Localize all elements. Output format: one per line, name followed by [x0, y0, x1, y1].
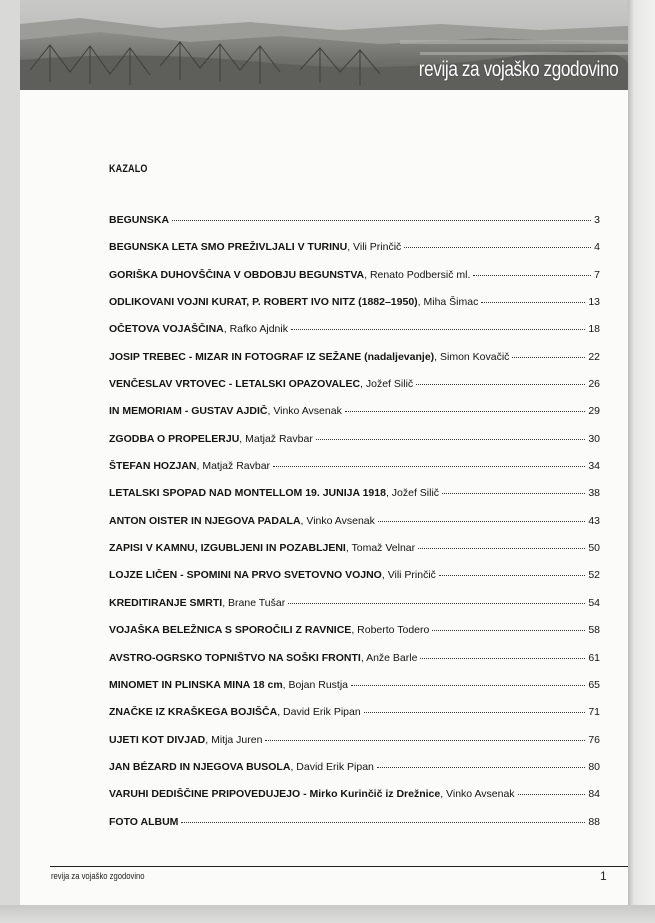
toc-entry-title: VENČESLAV VRTOVEC - LETALSKI OPAZOVALEC [109, 378, 361, 391]
toc-entry-title: GORIŠKA DUHOVŠČINA V OBDOBJU BEGUNSTVA [109, 268, 365, 281]
toc-heading: KAZALO [109, 163, 148, 175]
toc-dot-leader [473, 275, 591, 276]
toc-entry-text [109, 241, 401, 253]
toc-entry-text [109, 652, 417, 664]
toc-entry-text [109, 269, 470, 281]
toc-entry-text [109, 351, 509, 363]
toc-entry-text [109, 788, 515, 800]
toc-entry[interactable] [109, 241, 600, 268]
toc-entry-text [109, 460, 270, 472]
toc-entry-text [109, 214, 169, 226]
toc-entry-author: , Rafko Ajdnik [223, 323, 288, 336]
toc-dot-leader [351, 685, 585, 686]
toc-dot-leader [518, 794, 586, 795]
toc-entry-title: VOJAŠKA BELEŽNICA S SPOROČILI Z RAVNICE [109, 624, 352, 637]
toc-entry-page-number: 88 [588, 815, 600, 828]
toc-entry[interactable] [109, 624, 600, 651]
toc-dot-leader [416, 384, 585, 385]
toc-dot-leader [404, 247, 591, 248]
footer-magazine-title: revija za vojaško zgodovino [51, 871, 145, 881]
toc-dot-leader [439, 575, 585, 576]
toc-entry-text [109, 734, 262, 746]
toc-entry-author: , Simon Kovačič [434, 350, 510, 363]
toc-entry-text [109, 323, 288, 335]
toc-entry[interactable] [109, 734, 600, 761]
toc-dot-leader [291, 329, 585, 330]
toc-dot-leader [364, 712, 586, 713]
toc-entry-title: ZAPISI V KAMNU, IZGUBLJENI IN POZABLJENI [109, 542, 346, 555]
toc-entry-text [109, 706, 361, 718]
toc-entry[interactable] [109, 515, 600, 542]
toc-dot-leader [512, 357, 585, 358]
toc-dot-leader [172, 220, 591, 221]
toc-entry[interactable] [109, 597, 600, 624]
toc-entry-text [109, 761, 374, 773]
toc-entry-author: , Miha Šimac [417, 296, 479, 309]
toc-entry-author: , Vili Prinčič [347, 241, 402, 254]
toc-entry-page-number: 65 [588, 678, 600, 691]
toc-entry-title: ANTON OISTER IN NJEGOVA PADALA [109, 514, 301, 527]
toc-dot-leader [378, 521, 585, 522]
toc-entry-text [109, 542, 415, 554]
toc-dot-leader [377, 767, 585, 768]
toc-entry[interactable] [109, 652, 600, 679]
toc-entry[interactable] [109, 214, 600, 241]
toc-entry[interactable] [109, 378, 600, 405]
toc-entry-title: MINOMET IN PLINSKA MINA 18 cm [109, 678, 283, 691]
toc-entry-page-number: 76 [588, 733, 600, 746]
toc-entry-author: , David Erik Pipan [277, 706, 361, 719]
toc-dot-leader [418, 548, 585, 549]
toc-entry-title: FOTO ALBUM [109, 815, 179, 828]
toc-entry-text [109, 597, 285, 609]
toc-entry[interactable] [109, 816, 600, 843]
footer-page-number: 1 [600, 869, 607, 883]
toc-entry-page-number: 43 [588, 514, 600, 527]
toc-entry-author: , Matjaž Ravbar [196, 460, 271, 473]
toc-dot-leader [316, 439, 585, 440]
toc-entry-page-number: 4 [594, 241, 600, 254]
toc-entry-author: , Vinko Avsenak [300, 514, 375, 527]
toc-entry[interactable] [109, 788, 600, 815]
toc-entry-page-number: 84 [588, 788, 600, 801]
toc-entry-author: , Tomaž Velnar [345, 542, 416, 555]
toc-entry-title: LETALSKI SPOPAD NAD MONTELLOM 19. JUNIJA 1918 [109, 487, 386, 500]
toc-entry-title: JOSIP TREBEC - MIZAR IN FOTOGRAF IZ SEŽANE (nadaljevanje) [109, 350, 435, 363]
toc-entry-title: BEGUNSKA LETA SMO PREŽIVLJALI V TURINU [109, 241, 348, 254]
toc-entry-text [109, 569, 436, 581]
toc-entry[interactable] [109, 487, 600, 514]
toc-entry-author: , Vinko Avsenak [440, 788, 515, 801]
toc-entry-page-number: 54 [588, 596, 600, 609]
toc-entry-title: LOJZE LIČEN - SPOMINI NA PRVO SVETOVNO VOJNO [109, 569, 382, 582]
toc-entry-text [109, 679, 348, 691]
toc-entry-author: , Jožef Silič [385, 487, 440, 500]
toc-entry-author: , Brane Tušar [222, 596, 286, 609]
toc-entry[interactable] [109, 405, 600, 432]
toc-entry-title: ODLIKOVANI VOJNI KURAT, P. ROBERT IVO NITZ (1882–1950) [109, 296, 418, 309]
toc-entry[interactable] [109, 323, 600, 350]
toc-entry[interactable] [109, 706, 600, 733]
toc-entry-page-number: 58 [588, 624, 600, 637]
toc-dot-leader [345, 411, 585, 412]
toc-entry-page-number: 38 [588, 487, 600, 500]
toc-entry[interactable] [109, 351, 600, 378]
toc-entry-text [109, 624, 429, 636]
toc-entry-author: , Renato Podbersič ml. [364, 268, 471, 281]
toc-entry-author: , Vinko Avsenak [267, 405, 342, 418]
toc-entry-page-number: 30 [588, 432, 600, 445]
toc-entry-page-number: 7 [594, 268, 600, 281]
footer-divider [50, 866, 628, 867]
toc-entry-page-number: 52 [588, 569, 600, 582]
toc-entry-title: VARUHI DEDIŠČINE PRIPOVEDUJEJO - Mirko Kurinčič iz Drežnice [109, 788, 441, 801]
toc-dot-leader [288, 603, 585, 604]
toc-entry-title: UJETI KOT DIVJAD [109, 733, 206, 746]
header-photo-banner [20, 0, 628, 90]
toc-entry-title: OČETOVA VOJAŠČINA [109, 323, 224, 336]
toc-entry-text [109, 378, 413, 390]
toc-entry-text [109, 487, 439, 499]
toc-entry-page-number: 80 [588, 760, 600, 773]
toc-entry-text [109, 515, 375, 527]
toc-entry-title: IN MEMORIAM - GUSTAV AJDIČ [109, 405, 268, 418]
toc-dot-leader [432, 630, 585, 631]
toc-entry[interactable] [109, 761, 600, 788]
toc-dot-leader [481, 302, 585, 303]
toc-entry-title: KREDITIRANJE SMRTI [109, 596, 223, 609]
toc-entry-title: ZNAČKE IZ KRAŠKEGA BOJIŠČA [109, 706, 278, 719]
toc-entry-page-number: 13 [588, 296, 600, 309]
toc-entry-text [109, 433, 313, 445]
toc-entry-page-number: 50 [588, 542, 600, 555]
page-bottom-edge [0, 905, 655, 923]
toc-entry-page-number: 29 [588, 405, 600, 418]
toc-entry[interactable] [109, 569, 600, 596]
magazine-page [20, 0, 628, 905]
toc-dot-leader [273, 466, 585, 467]
toc-entry-text [109, 296, 478, 308]
toc-entry[interactable] [109, 679, 600, 706]
toc-entry-author: , Anže Barle [360, 651, 418, 664]
toc-entry-text [109, 816, 178, 828]
toc-entry-page-number: 61 [588, 651, 600, 664]
toc-entry-author: , Jožef Silič [360, 378, 414, 391]
toc-entry-title: JAN BÉZARD IN NJEGOVA BUSOLA [109, 760, 291, 773]
toc-entry-page-number: 71 [588, 706, 600, 719]
toc-entry-page-number: 22 [588, 350, 600, 363]
toc-entry[interactable] [109, 296, 600, 323]
toc-entry[interactable] [109, 460, 600, 487]
toc-dot-leader [420, 658, 585, 659]
toc-entry-author: , Matjaž Ravbar [239, 432, 313, 445]
toc-entry-text [109, 405, 342, 417]
toc-entry-page-number: 18 [588, 323, 600, 336]
table-of-contents [109, 214, 600, 843]
toc-dot-leader [181, 822, 585, 823]
toc-entry-page-number: 34 [588, 460, 600, 473]
toc-entry-author: , Roberto Todero [351, 624, 430, 637]
toc-entry-title: ZGODBA O PROPELERJU [109, 432, 240, 445]
toc-entry-author: , Bojan Rustja [282, 678, 349, 691]
toc-entry-author: , David Erik Pipan [290, 760, 374, 773]
toc-entry-page-number: 3 [594, 214, 600, 226]
toc-entry[interactable] [109, 433, 600, 460]
toc-entry[interactable] [109, 269, 600, 296]
toc-entry-page-number: 26 [588, 378, 600, 391]
toc-entry-title: ŠTEFAN HOZJAN [109, 460, 197, 473]
toc-entry[interactable] [109, 542, 600, 569]
toc-entry-author: , Vili Prinčič [381, 569, 436, 582]
toc-dot-leader [442, 493, 585, 494]
header-magazine-title: revija za vojaško zgodovino [418, 58, 618, 81]
toc-entry-author: , Mitja Juren [205, 733, 263, 746]
toc-entry-title: BEGUNSKA [109, 214, 170, 226]
toc-dot-leader [265, 740, 585, 741]
page-binding-edge [628, 0, 655, 923]
toc-entry-title: AVSTRO-OGRSKO TOPNIŠTVO NA SOŠKI FRONTI [109, 651, 361, 664]
